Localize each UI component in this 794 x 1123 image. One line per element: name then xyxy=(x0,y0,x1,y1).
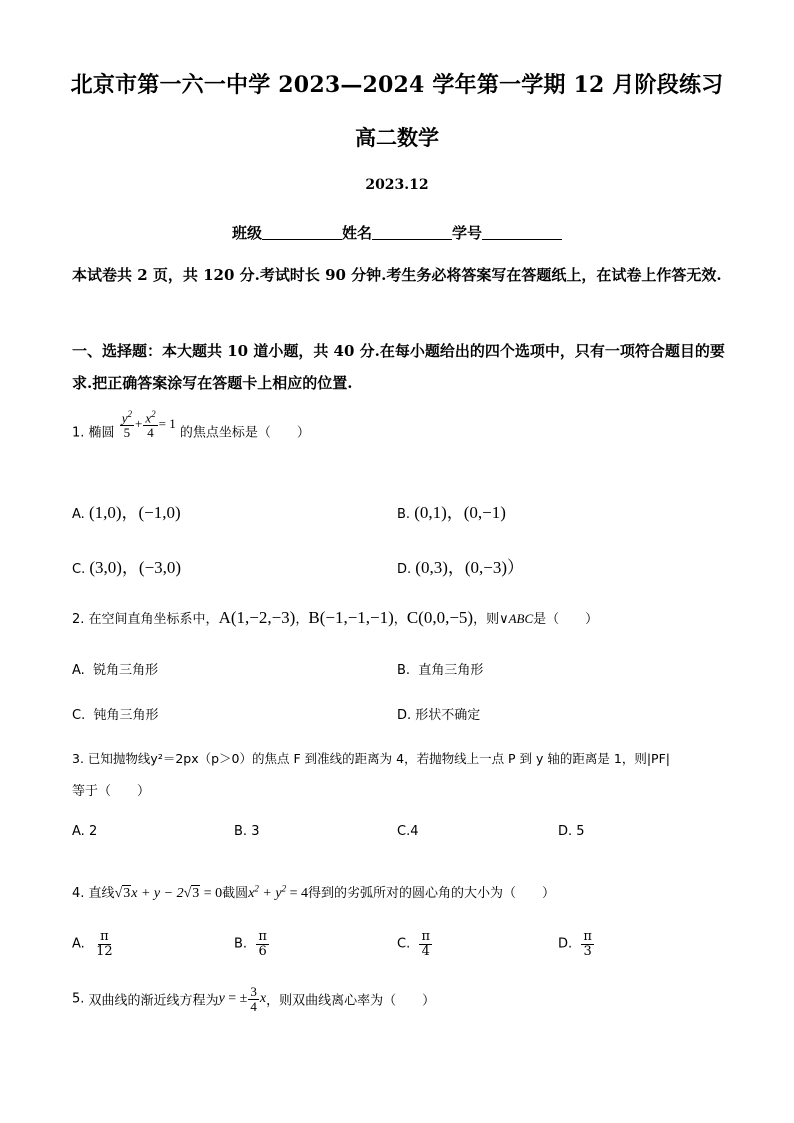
option-label: A. xyxy=(72,936,85,952)
option-label: A. xyxy=(72,824,85,839)
line-equation: √3x + y − 2√3 = 0 xyxy=(114,886,223,901)
question-1 xyxy=(72,409,310,448)
point-c: C(0,0,−5) xyxy=(406,608,474,627)
q4-option-a[interactable] xyxy=(72,930,116,958)
q3-option-d[interactable] xyxy=(558,824,585,839)
id-label: 学号 xyxy=(452,224,483,242)
circle-equation: $x^2 + y^2 = 4$ xyxy=(248,883,308,901)
question-text-end: ，则双曲线离心率为（ ） xyxy=(266,993,436,1009)
question-number: 5. xyxy=(72,991,85,1007)
class-blank[interactable] xyxy=(262,225,342,240)
question-text: 椭圆 xyxy=(88,425,115,441)
option-label: C. xyxy=(397,936,411,952)
name-blank[interactable] xyxy=(372,225,452,240)
name-label: 姓名 xyxy=(342,224,373,242)
q2-option-d[interactable] xyxy=(397,704,480,723)
class-label: 班级 xyxy=(232,224,263,242)
question-number: 2. xyxy=(72,612,85,627)
option-text: 5 xyxy=(576,824,585,839)
option-text: 形状不确定 xyxy=(415,708,481,723)
option-fraction xyxy=(581,930,594,958)
option-label: A. xyxy=(72,507,85,522)
option-label: C. xyxy=(397,824,411,839)
question-text-end: 的焦点坐标是（ ） xyxy=(179,425,310,441)
option-label: B. xyxy=(234,824,248,839)
exam-subtitle: 高二数学 xyxy=(355,125,439,150)
q2-option-a[interactable] xyxy=(72,659,158,678)
q1-option-d[interactable] xyxy=(397,553,524,578)
option-text: (0,3)，(0,−3)） xyxy=(415,558,525,577)
question-5 xyxy=(72,985,435,1013)
q2-option-b[interactable] xyxy=(397,659,483,678)
question-text-end: 得到的劣弧所对的圆心角的大小为（ ） xyxy=(307,886,555,901)
question-3 xyxy=(72,749,670,767)
fraction-denominator: 4 xyxy=(421,943,430,959)
exam-title: 北京市第一六一中学 2023—2024 学年第一学期 12 月阶段练习 xyxy=(70,72,724,98)
option-text: (1,0)，(−1,0) xyxy=(88,503,181,522)
fraction-denominator: 6 xyxy=(258,943,267,959)
q2-option-c[interactable] xyxy=(72,704,159,723)
option-label: D. xyxy=(558,824,573,839)
q3-option-b[interactable] xyxy=(234,824,259,839)
q1-option-c[interactable] xyxy=(72,553,181,578)
q4-option-b[interactable] xyxy=(234,930,270,958)
fraction-denominator: 3 xyxy=(583,943,592,959)
q3-option-c[interactable] xyxy=(397,824,419,839)
student-info-line xyxy=(232,222,562,243)
option-label: C. xyxy=(72,708,86,723)
triangle-symbol: ∨ABC xyxy=(499,611,534,626)
q3-option-a[interactable] xyxy=(72,824,97,839)
question-text-mid: 截圆 xyxy=(222,886,249,901)
fraction-denominator: 12 xyxy=(96,943,113,959)
option-fraction xyxy=(94,930,115,958)
option-text: 3 xyxy=(251,824,260,839)
fraction-numerator: π xyxy=(421,929,431,944)
question-3-line2: 等于（ ） xyxy=(72,784,151,799)
question-text: 直线 xyxy=(88,886,115,901)
point-a: A(1,−2,−3) xyxy=(218,608,296,627)
section1-heading: 一、选择题：本大题共 10 道小题，共 40 分.在每小题给出的四个选项中，只有一项符合题目的要求.把正确答案涂写在答题卡上相应的位置. xyxy=(72,342,725,392)
point-b: B(−1,−1,−1) xyxy=(308,608,394,627)
option-text: 锐角三角形 xyxy=(93,663,159,678)
question-text-end: 是（ ） xyxy=(533,612,599,627)
q1-option-b[interactable] xyxy=(397,498,506,523)
option-label: B. xyxy=(397,507,411,522)
question-text-mid: ，则 xyxy=(473,612,500,627)
id-blank[interactable] xyxy=(482,225,562,240)
question-number: 3. xyxy=(72,751,84,766)
option-text: (0,1)，(0,−1) xyxy=(414,503,506,522)
option-label: D. xyxy=(397,562,412,577)
option-label: B. xyxy=(234,936,248,952)
q1-option-a[interactable] xyxy=(72,498,181,523)
option-label: D. xyxy=(558,936,573,952)
question-text: 双曲线的渐近线方程为 xyxy=(88,993,219,1009)
option-label: D. xyxy=(397,708,412,723)
question-2: 2. 在空间直角坐标系中，A(1,−2,−3)，B(−1,−1,−1)，C(0,0,−5)，则∨ABC是（ ） xyxy=(72,608,599,627)
question-text: 在空间直角坐标系中， xyxy=(88,612,219,627)
q4-option-d[interactable] xyxy=(558,930,595,958)
question-text: 已知抛物线y²＝2px（p＞0）的焦点 F 到准线的距离为 4，若抛物线上一点 P 到 y 轴的距离是 1，则|PF| xyxy=(87,751,670,766)
option-text: 4 xyxy=(410,824,419,839)
fraction-numerator: π xyxy=(258,929,267,944)
option-fraction xyxy=(419,930,432,958)
option-label: B. xyxy=(397,663,411,678)
fraction-numerator: π xyxy=(583,929,592,944)
option-text: 直角三角形 xyxy=(418,663,484,678)
option-label: C. xyxy=(72,562,86,577)
question-4 xyxy=(72,882,555,902)
option-text: (3,0)，(−3,0) xyxy=(89,558,182,577)
q4-option-c[interactable] xyxy=(397,930,433,958)
instructions: 本试卷共 2 页，共 120 分.考试时长 90 分钟.考生务必将答案写在答题纸上，在试卷上作答无效. xyxy=(72,266,722,284)
fraction-numerator: π xyxy=(100,929,109,944)
option-text: 2 xyxy=(88,824,98,839)
asymptote-equation: y = ± $\frac{3}{4}$ x xyxy=(218,984,267,1014)
option-label: A. xyxy=(72,663,85,678)
option-fraction xyxy=(256,930,269,958)
ellipse-equation: $\frac{y^2}{5}$ + $\frac{x^2}{4}$ = 1 xyxy=(121,409,176,440)
question-number: 4. xyxy=(72,886,85,901)
exam-date: 2023.12 xyxy=(365,177,429,193)
question-number: 1. xyxy=(72,425,85,441)
option-text: 钝角三角形 xyxy=(93,708,159,723)
